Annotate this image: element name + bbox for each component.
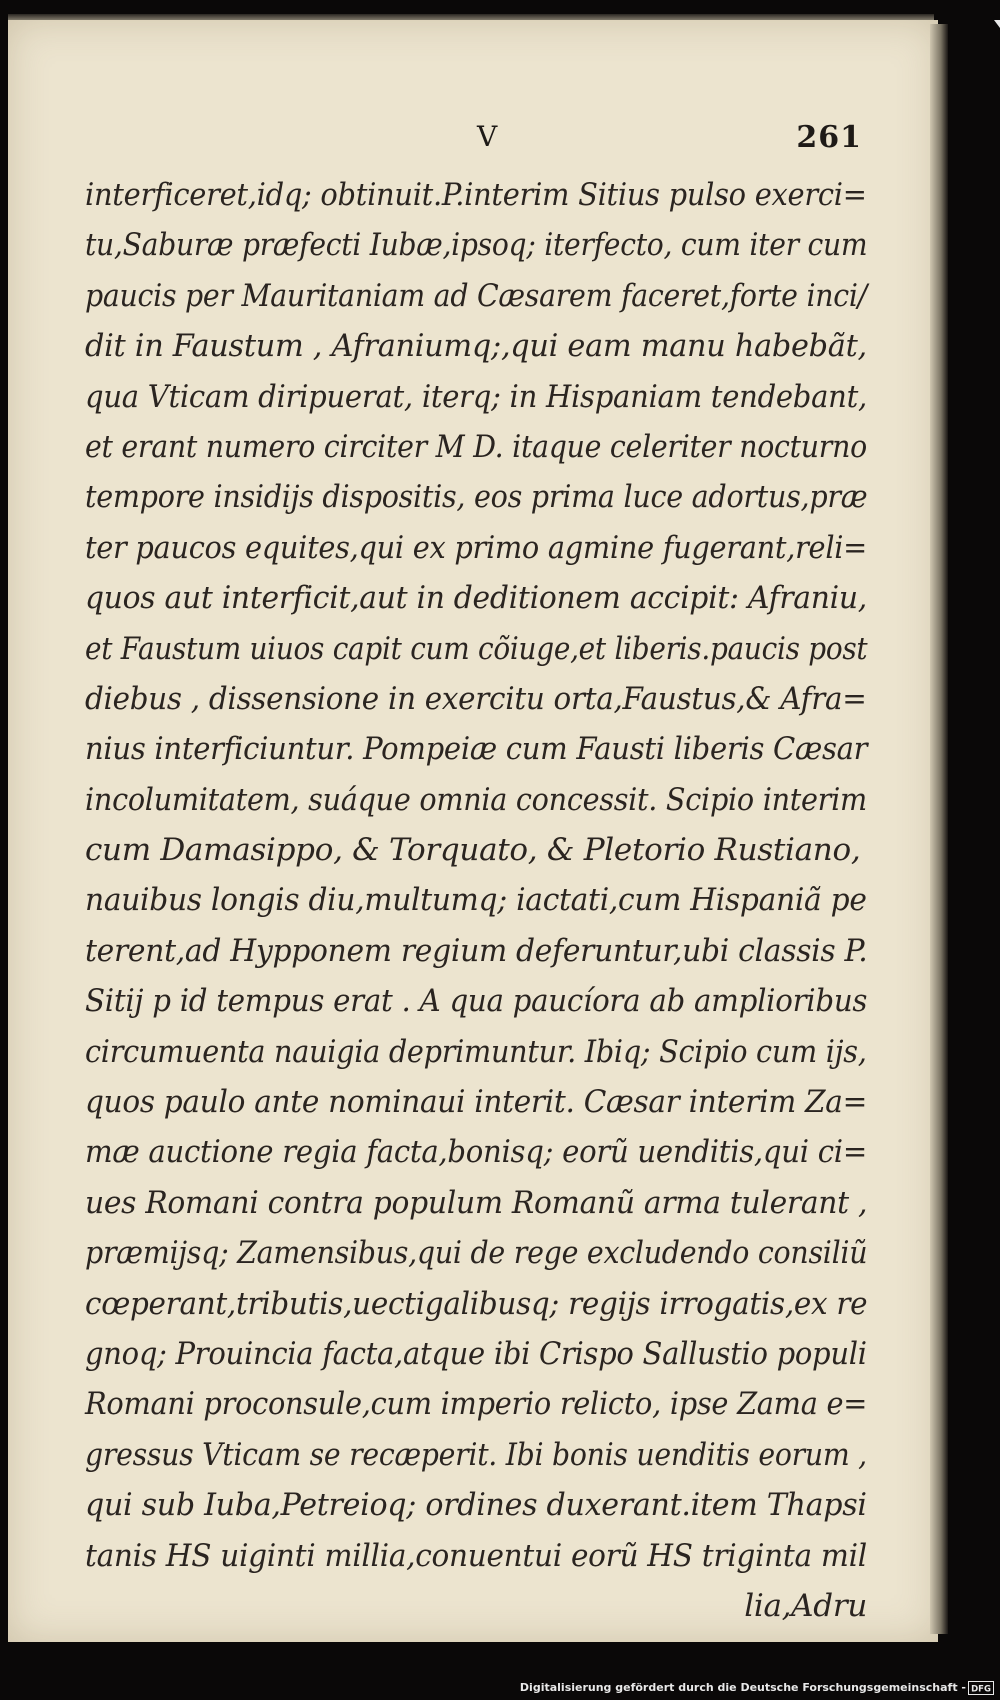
text-line: quos aut interficit,aut in deditionem accipit: Afraniu, (85, 580, 867, 617)
text-line: qui sub Iuba,Petreioq; ordines duxerant.item Thapsi (85, 1487, 867, 1524)
text-line: paucis per Mauritaniam ad Cæsarem faceret,forte inci/ (85, 277, 867, 314)
text-line: nius interficiuntur. Pompeiæ cum Fausti liberis Cæsar (85, 731, 868, 768)
text-line: diebus , dissensione in exercitu orta,Faustus,& Afra= (85, 680, 867, 717)
text-line: et Faustum uiuos capit cum cõiuge,et liberis.paucis post (85, 630, 868, 667)
text-line: et erant numero circiter M D. itaque celeriter nocturno (85, 428, 867, 465)
funding-credit: Digitalisierung gefördert durch die Deutsche Forschungsgemeinschaft - (519, 1681, 966, 1694)
dfg-logo (968, 1681, 994, 1695)
signature-mark: V (477, 120, 499, 153)
text-line: præmijsq; Zamensibus,qui de rege excludendo consiliũ (85, 1235, 868, 1272)
body-text (85, 170, 867, 1631)
text-line: gnoq; Prouincia facta,atque ibi Crispo Sallustio populi (85, 1335, 867, 1372)
text-line: nauibus longis diu,multumq; iactati,cum Hispaniã pe (85, 882, 867, 919)
text-line: cum Damasippo, & Torquato, & Pletorio Rustiano, (85, 832, 861, 869)
text-line: tanis HS uiginti millia,conuentui eorũ HS triginta mil (85, 1537, 867, 1574)
text-line: tempore insidijs dispositis, eos prima luce adortus,præ (85, 479, 868, 516)
text-line: circumuenta nauigia deprimuntur. Ibiq; Scipio cum ijs, (85, 1033, 867, 1070)
text-line: Sitij p id tempus erat . A qua paucíora ab amplioribus (85, 983, 868, 1020)
text-line: interficeret,idq; obtinuit.P.interim Sitius pulso exerci= (85, 177, 867, 213)
corner-marker-icon (988, 20, 1000, 28)
dfg-logo-icon (970, 1683, 992, 1693)
text-line: cœperant,tributis,uectigalibusq; regijs irrogatis,ex re (85, 1285, 868, 1322)
page-right-edge (930, 24, 948, 1634)
footer-bar (0, 1676, 1000, 1700)
page-number: 261 (796, 120, 862, 155)
text-line: qua Vticam diripuerat, iterq; in Hispaniam tendebant, (85, 378, 867, 415)
text-line: gressus Vticam se recæperit. Ibi bonis uenditis eorum , (85, 1436, 867, 1473)
text-line: quos paulo ante nominaui interit. Cæsar interim Za= (85, 1084, 868, 1121)
text-line: terent,ad Hypponem regium deferuntur,ubi classis P. (85, 932, 868, 969)
text-line: tu,Saburæ præfecti Iubæ,ipsoq; iterfecto, cum iter cum (85, 227, 868, 264)
running-head (92, 120, 862, 160)
text-line: mæ auctione regia facta,bonisq; eorũ uenditis,qui ci= (85, 1134, 867, 1171)
text-line: lia,Adru (744, 1587, 867, 1624)
text-line: incolumitatem, suáque omnia concessit. Scipio interim (85, 781, 867, 818)
text-line: ter paucos equites,qui ex primo agmine fugerant,reli= (85, 529, 868, 566)
text-line: dit in Faustum , Afraniumq;,qui eam manu habebãt, (85, 328, 867, 365)
text-line: Romani proconsule,cum imperio relicto, ipse Zama e= (85, 1386, 868, 1423)
text-line: ues Romani contra populum Romanũ arma tulerant , (85, 1184, 868, 1221)
dfg-logo-text: DFG (971, 1684, 991, 1693)
funding-credit-text: Digitalisierung gefördert durch die Deutsche Forschungsgemeinschaft (519, 1681, 958, 1694)
